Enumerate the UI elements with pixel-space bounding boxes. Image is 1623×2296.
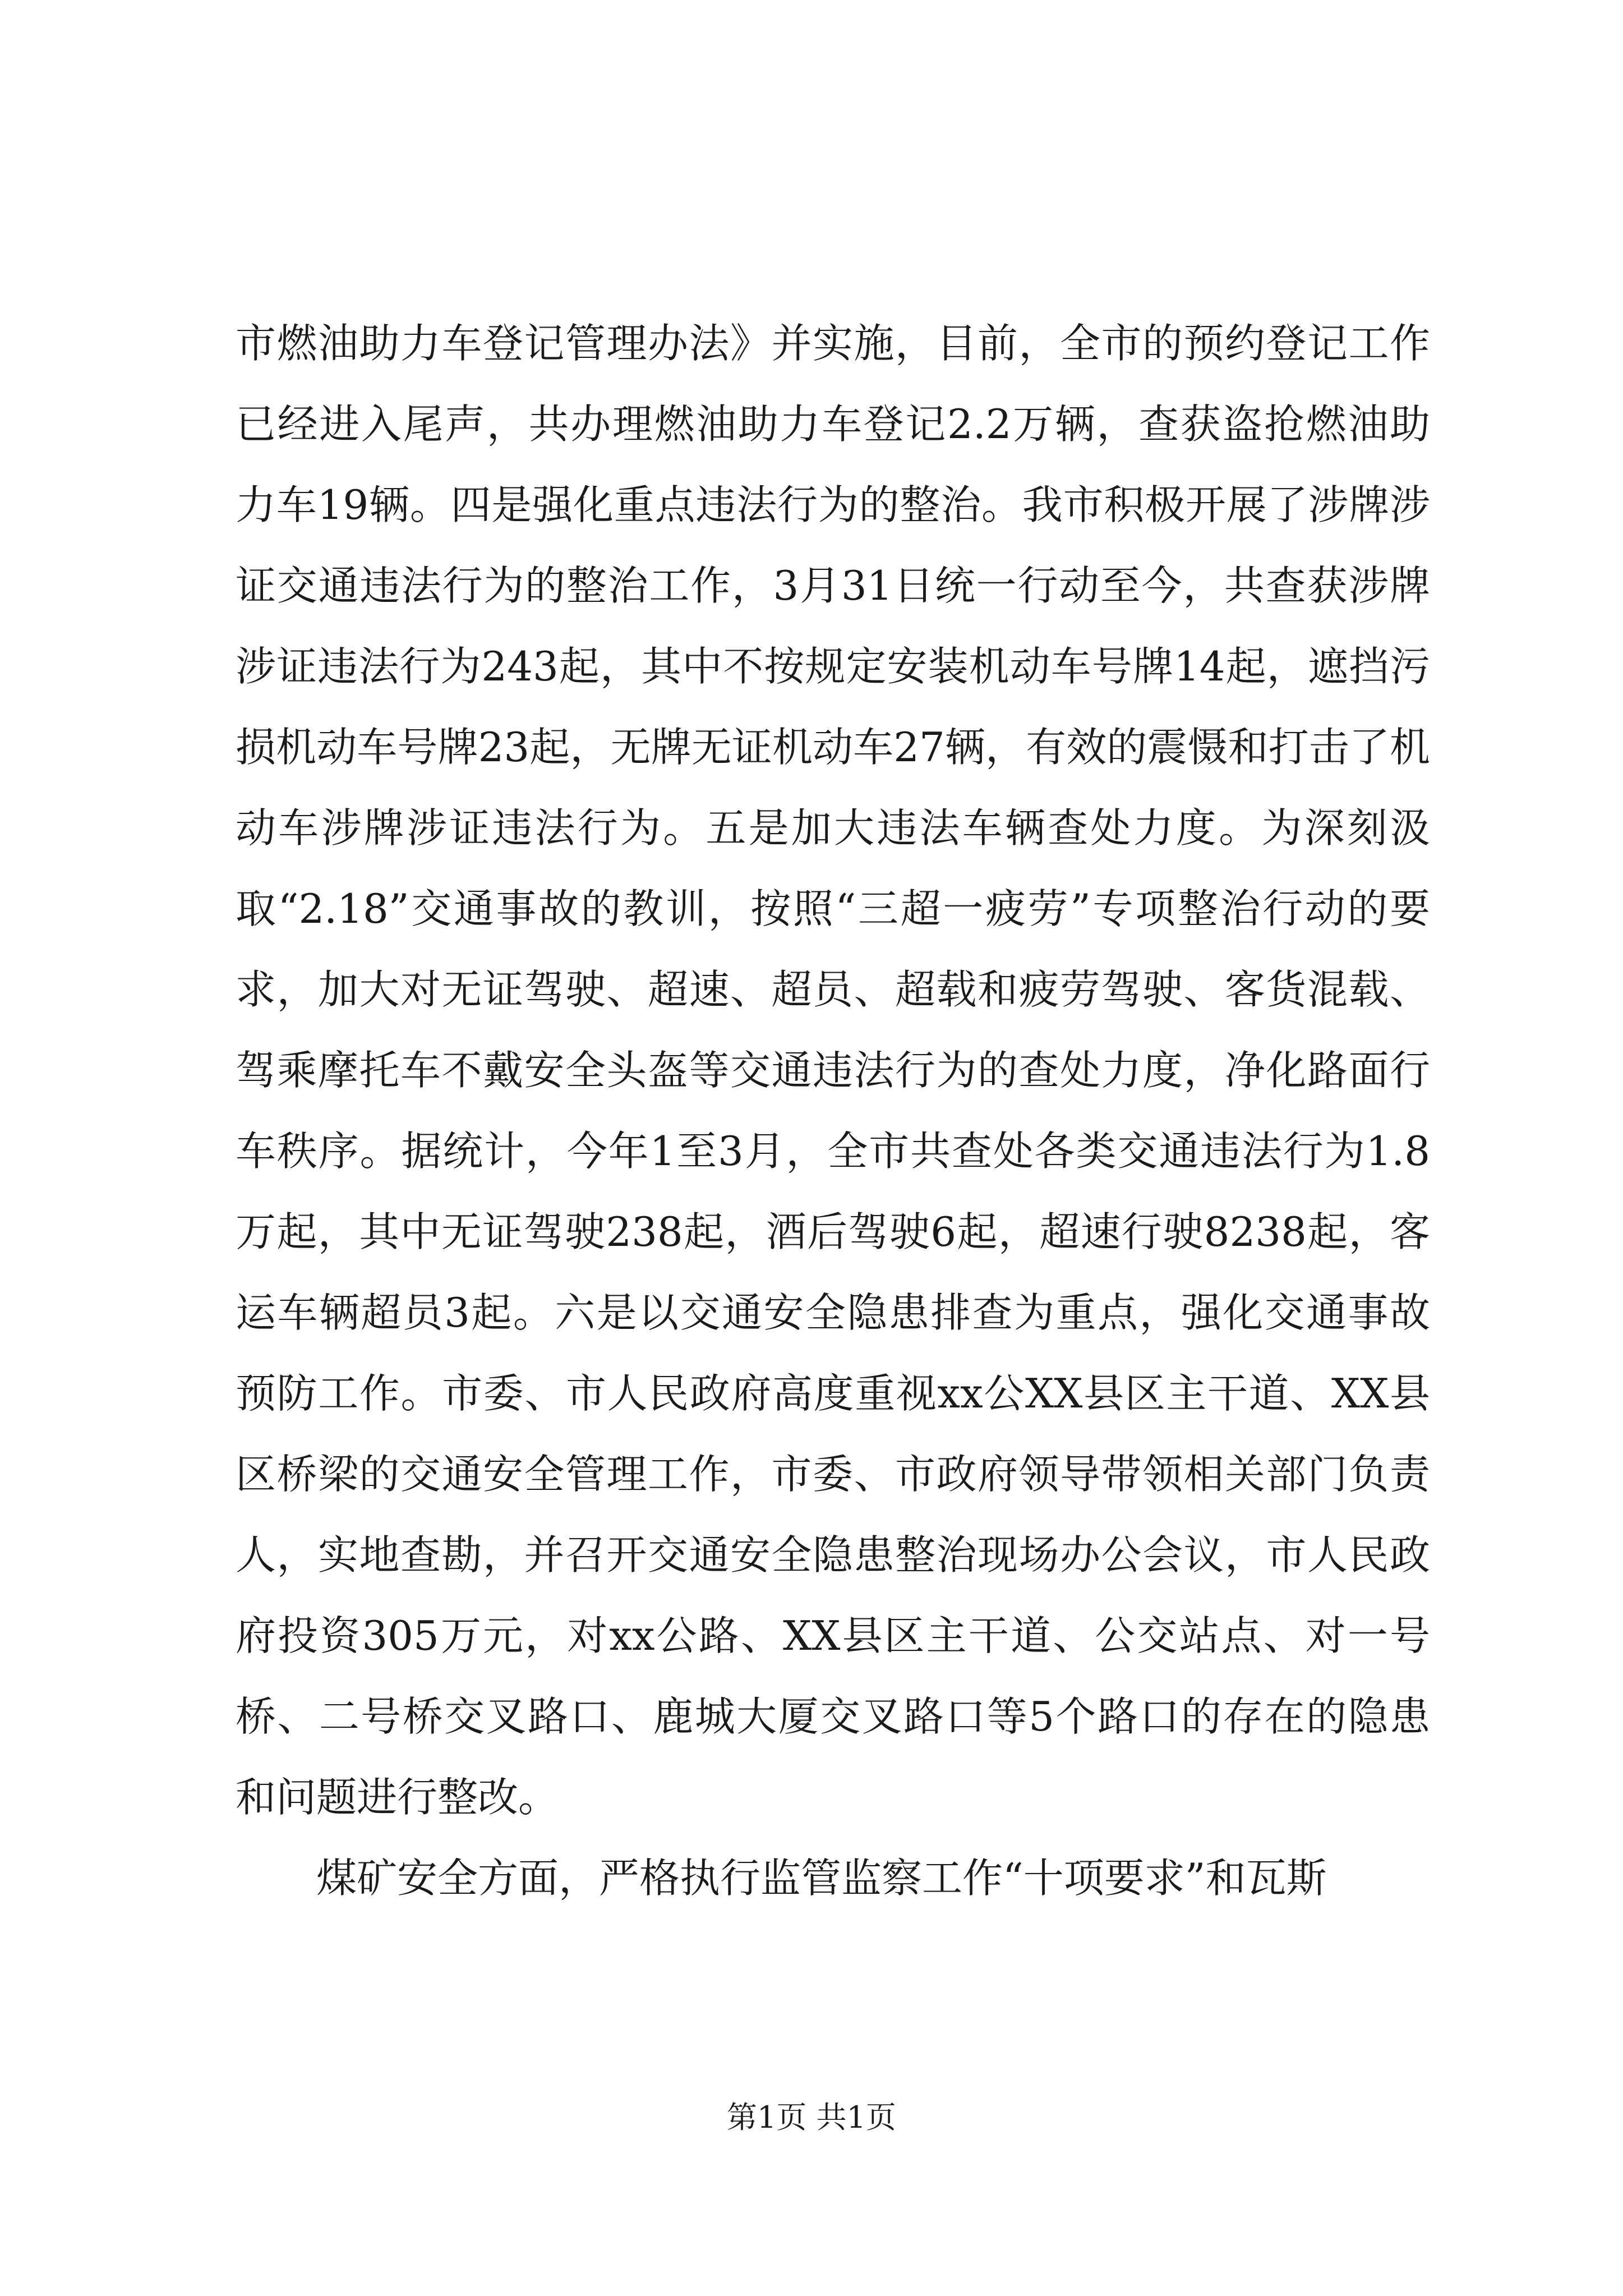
document-body: [236, 303, 1430, 1918]
page-footer: 第1页 共1页: [727, 2100, 896, 2135]
paragraph-coal-mine-safety: 煤矿安全方面，严格执行监管监察工作“十项要求”和瓦斯: [316, 1855, 1327, 1902]
paragraph-traffic-safety: 市燃油助力车登记管理办法》并实施，目前，全市的预约登记工作已经进入尾声，共办理燃油助力车登记2.2万辆，查获盗抢燃油助力车19辆。四是强化重点违法行为的整治。我市积极开展了涉牌涉证交通违法行为的整治工作，3月31日统一行动至今，共查获涉牌涉证违法行为243起，其中不按规定安装机动车号牌14起，遮挡污损机动车号牌23起，无牌无证机动车27辆，有效的震慑和打击了机动车涉牌涉证违法行为。五是加大违法车辆查处力度。为深刻汲取“2.18”交通事故的教训，按照“三超一疲劳”专项整治行动的要求，加大对无证驾驶、超速、超员、超载和疲劳驾驶、客货混载、驾乘摩托车不戴安全头盔等交通违法行为的查处力度，净化路面行车秩序。据统计，今年1至3月，全市共查处各类交通违法行为1.8万起，其中无证驾驶238起，酒后驾驶6起，超速行驶8238起，客运车辆超员3起。六是以交通安全隐患排查为重点，强化交通事故预防工作。市委、市人民政府高度重视xx公XX县区主干道、XX县区桥梁的交通安全管理工作，市委、市政府领导带领相关部门负责人，实地查勘，并召开交通安全隐患整治现场办公会议，市人民政府投资305万元，对xx公路、XX县区主干道、公交站点、对一号桥、二号桥交叉路口、鹿城大厦交叉路口等5个路口的存在的隐患和问题进行整改。: [236, 320, 1430, 1821]
